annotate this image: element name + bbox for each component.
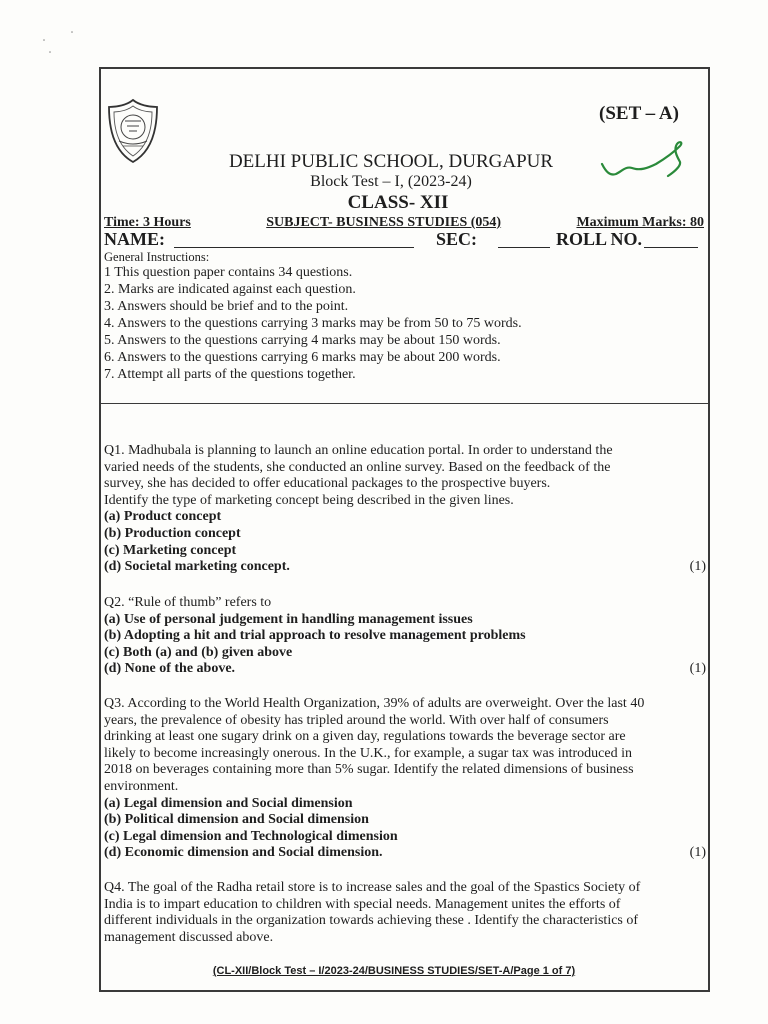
scan-specks [40,30,80,60]
sec-label: SEC: [436,229,478,249]
instruction-item: 6. Answers to the questions carrying 6 marks may be about 200 words. [104,350,501,365]
name-label: NAME: [104,229,165,249]
question-text-line: drinking at least one sugary drink on a given day, regulations towards the beverage sector are [104,729,626,745]
class-label: CLASS- XII [347,192,449,213]
option: (b) Political dimension and Social dimension [104,812,369,828]
option: (c) Both (a) and (b) given above [104,644,293,660]
set-label: (SET – A) [599,103,679,124]
instruction-item: 1 This question paper contains 34 questions. [104,265,353,280]
option: (d) Societal marketing concept. (1) [104,559,706,575]
instruction-item: 4. Answers to the questions carrying 3 marks may be from 50 to 75 words. [104,316,522,331]
option: (b) Adopting a hit and trial approach to resolve management problems [104,628,526,644]
question-text-line: survey, she has decided to offer educational packages to the prospective buyers. [104,476,551,492]
roll-field[interactable] [644,229,698,248]
option: (c) Legal dimension and Technological dimension [104,828,398,844]
max-marks-label: Maximum Marks: 80 [576,215,704,230]
roll-label: ROLL NO. [556,229,643,249]
question-2 [104,595,706,678]
option: (d) None of the above. (1) [104,661,706,677]
option: (a) Legal dimension and Social dimension [104,795,353,811]
instruction-item: 5. Answers to the questions carrying 4 marks may be about 150 words. [104,333,501,348]
instruction-item: 2. Marks are indicated against each question. [104,282,356,297]
question-text-line: 2018 on beverages containing more than 5% sugar. Identify the related dimensions of business [104,762,634,778]
option: (a) Use of personal judgement in handling management issues [104,611,473,627]
marks-label: (1) [689,661,706,677]
instruction-item: 3. Answers should be brief and to the point. [104,299,349,314]
test-name: Block Test – I, (2023-24) [310,173,472,190]
option: (c) Marketing concept [104,542,237,558]
marks-label: (1) [689,559,706,575]
question-text-line: Q2. “Rule of thumb” refers to [104,595,272,610]
question-text-line: India is to impart education to children with special needs. Management unites the efforts of [104,896,621,912]
question-1 [104,443,706,576]
subject-label: SUBJECT- BUSINESS STUDIES (054) [266,215,502,230]
instructions-heading: General Instructions: [104,250,210,264]
name-field[interactable] [174,229,414,248]
time-label: Time: 3 Hours [104,215,191,230]
marks-label: (1) [689,845,706,861]
question-text-line: years, the prevalence of obesity has tripled around the world. With over half of consumers [104,712,609,728]
question-3 [104,696,706,862]
general-instructions [104,250,522,383]
sec-field[interactable] [498,229,550,248]
question-text-line: different individuals in the organization towards achieving these . Identify the characteristics of [104,913,639,929]
question-text-line: Q4. The goal of the Radha retail store is to increase sales and the goal of the Spastics Society of [104,880,641,895]
option: (b) Production concept [104,525,241,541]
option: (a) Product concept [104,509,222,525]
instruction-item: 7. Attempt all parts of the questions together. [104,367,356,382]
question-text-line: Q1. Madhubala is planning to launch an online education portal. In order to understand the [104,443,613,458]
header-divider [101,403,709,404]
question-text-line: management discussed above. [104,929,274,945]
question-4 [104,880,706,946]
question-text-line: environment. [104,778,179,794]
question-text-line: varied needs of the students, she conducted an online survey. Based on the feedback of the [104,459,611,475]
question-text-line: Identify the type of marketing concept being described in the given lines. [104,492,514,508]
page-footer: (CL-XII/Block Test – I/2023-24/BUSINESS STUDIES/SET-A/Page 1 of 7) [212,965,576,977]
question-text-line: Q3. According to the World Health Organization, 39% of adults are overweight. Over the last 40 [104,696,645,711]
school-name: DELHI PUBLIC SCHOOL, DURGAPUR [228,151,554,172]
option: (d) Economic dimension and Social dimension. (1) [104,845,706,861]
question-text-line: likely to become increasingly onerous. In the U.K., for example, a sugar tax was introduced in [104,745,632,761]
